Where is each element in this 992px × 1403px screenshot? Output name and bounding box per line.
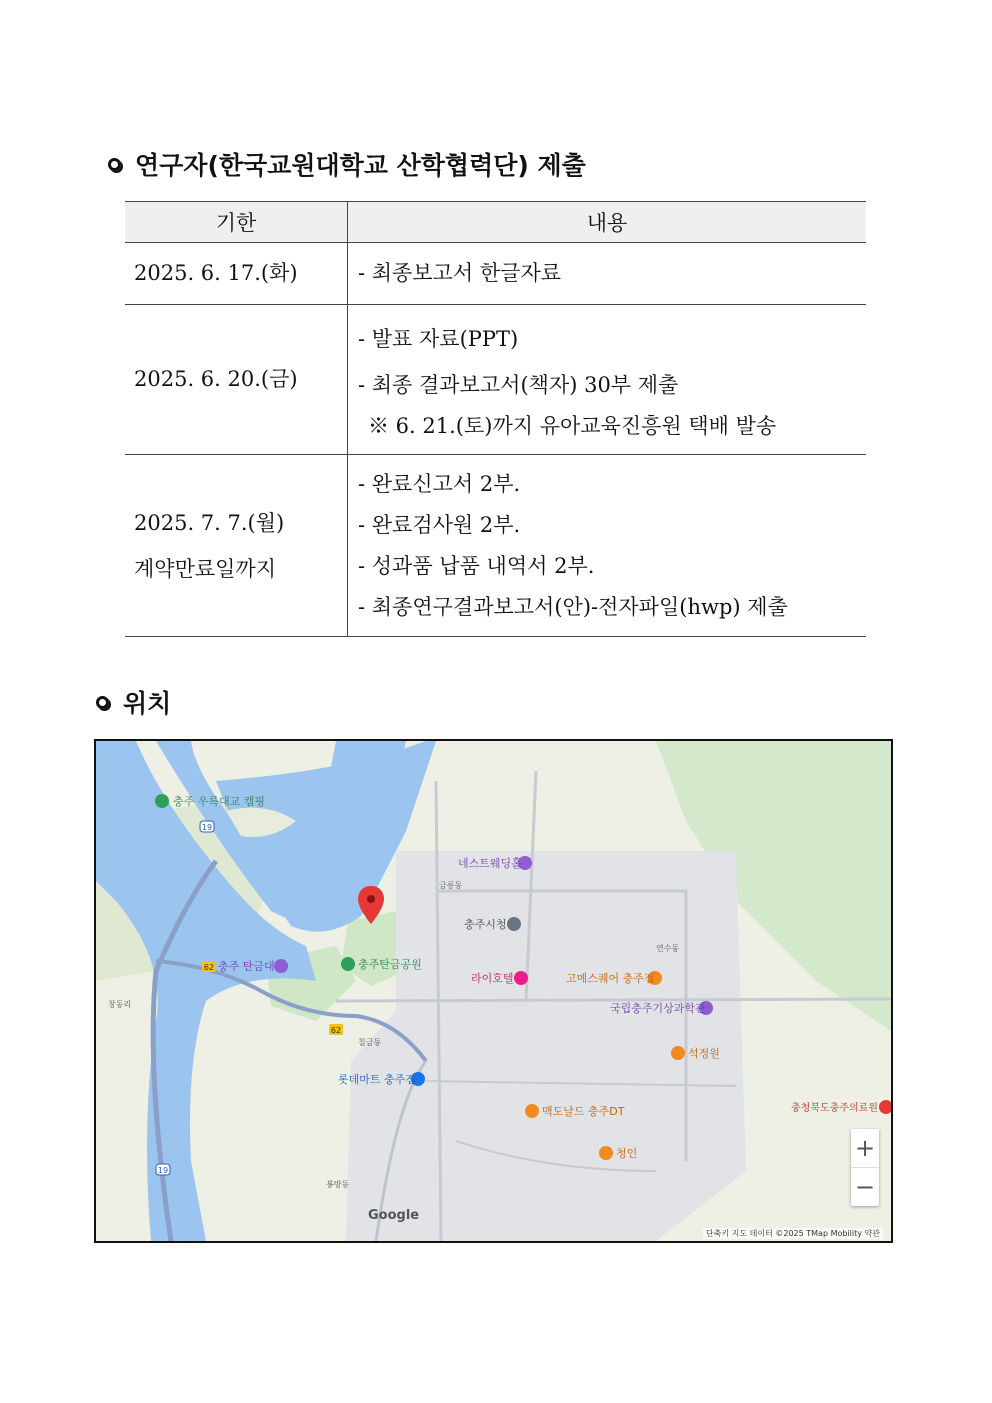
cityhall-icon[interactable] xyxy=(507,917,521,931)
map-label: 창동리 xyxy=(108,1000,132,1009)
deadline-text: 2025. 6. 20.(금) xyxy=(134,367,298,391)
hotel-icon[interactable] xyxy=(514,971,528,985)
map-label[interactable]: 충주탄금공원 xyxy=(358,958,422,971)
content-cell xyxy=(348,305,867,455)
table-row xyxy=(125,243,866,305)
content-item: - 완료신고서 2부. xyxy=(358,471,521,496)
road xyxy=(336,999,891,1001)
submission-table xyxy=(125,201,866,637)
circle-bullet-icon xyxy=(96,696,109,709)
deadline-cell xyxy=(125,455,348,637)
route-label: 62 xyxy=(203,963,215,972)
map-label: 봉방동 xyxy=(326,1180,350,1189)
route-label: 62 xyxy=(330,1026,342,1035)
restaurant-icon[interactable] xyxy=(671,1046,685,1060)
table-header-row xyxy=(125,202,866,243)
route-label: 19 xyxy=(201,823,213,832)
content-cell xyxy=(348,455,867,637)
google-logo: Google xyxy=(368,1208,420,1223)
restaurant-icon[interactable] xyxy=(525,1104,539,1118)
map-canvas[interactable] xyxy=(96,741,891,1241)
circle-bullet-icon xyxy=(108,158,121,171)
map-label[interactable]: 라이호텔 xyxy=(471,972,514,985)
location-map[interactable] xyxy=(94,739,893,1243)
map-label[interactable]: 고메스퀘어 충주점 xyxy=(566,972,655,985)
hospital-icon[interactable] xyxy=(879,1100,891,1114)
location-pin-dot xyxy=(367,895,375,903)
content-item: - 최종보고서 한글자료 xyxy=(358,261,562,285)
content-item: - 최종연구결과보고서(안)-전자파일(hwp) 제출 xyxy=(358,594,788,619)
deadline-cell xyxy=(125,305,348,455)
map-label[interactable]: 석정원 xyxy=(688,1047,720,1060)
content-note: ※ 6. 21.(토)까지 유아교육진흥원 택배 발송 xyxy=(368,413,777,438)
deadline-text: 계약만료일까지 xyxy=(134,556,277,581)
content-item: - 완료검사원 2부. xyxy=(358,512,521,537)
map-attribution[interactable]: 단축키 지도 데이터 ©2025 TMap Mobility 약관 xyxy=(703,1228,883,1239)
map-label[interactable]: 맥도날드 충주DT xyxy=(542,1105,625,1118)
map-label: 칠금동 xyxy=(358,1038,382,1047)
map-label[interactable]: 청인 xyxy=(616,1147,638,1160)
camping-icon[interactable] xyxy=(155,794,169,808)
table-row xyxy=(125,305,866,455)
location-section-title xyxy=(96,684,171,720)
table-row xyxy=(125,455,866,637)
map-label: 금릉동 xyxy=(439,881,463,890)
park-icon[interactable] xyxy=(341,957,355,971)
content-item: - 성과품 납품 내역서 2부. xyxy=(358,553,595,578)
deadline-text: 2025. 7. 7.(월) xyxy=(134,510,285,535)
deadline-cell xyxy=(125,243,348,305)
landmark-icon[interactable] xyxy=(274,959,288,973)
map-label[interactable]: 롯데마트 충주점 xyxy=(338,1073,416,1086)
map-label[interactable]: 충청북도충주의료원 xyxy=(791,1103,878,1114)
content-cell xyxy=(348,243,867,305)
map-label[interactable]: 네스트웨딩홀 xyxy=(458,857,522,870)
map-label[interactable]: 충주 우륵대교 캠핑 xyxy=(173,795,266,808)
deadline-text: 2025. 6. 17.(화) xyxy=(134,261,298,285)
content-item: - 발표 자료(PPT) xyxy=(358,326,519,351)
header-content: 내용 xyxy=(348,202,867,243)
map-label: 연수동 xyxy=(656,944,680,953)
submission-section-title xyxy=(108,146,586,182)
zoom-control xyxy=(851,1129,879,1206)
map-label[interactable]: 충주시청 xyxy=(464,918,507,931)
zoom-in-button[interactable]: + xyxy=(854,1134,876,1162)
content-item: - 최종 결과보고서(책자) 30부 제출 xyxy=(358,372,679,397)
route-label: 19 xyxy=(157,1166,169,1175)
restaurant-icon[interactable] xyxy=(599,1146,613,1160)
map-label[interactable]: 충주 탄금대 xyxy=(218,960,275,973)
location-title: 위치 xyxy=(123,689,172,718)
zoom-out-button[interactable]: − xyxy=(851,1167,879,1206)
submission-title: 연구자(한국교원대학교 산학협력단) 제출 xyxy=(135,151,586,180)
header-deadline: 기한 xyxy=(125,202,348,243)
map-label[interactable]: 국립충주기상과학관 xyxy=(610,1002,706,1015)
